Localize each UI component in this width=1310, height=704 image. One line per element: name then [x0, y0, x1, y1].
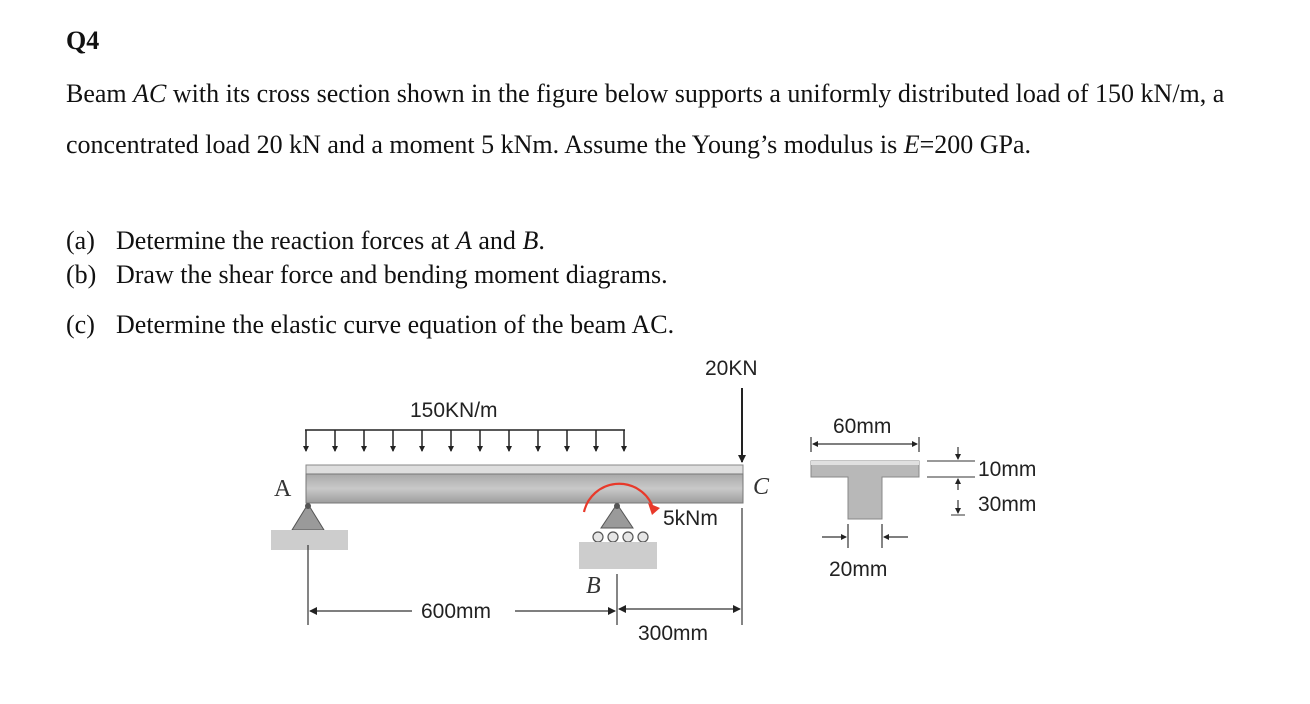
intro-text-1: Beam	[66, 79, 134, 108]
moment-arrowhead	[648, 503, 660, 515]
ground-b	[579, 542, 657, 569]
intro-symbol-e: E	[903, 130, 920, 159]
part-a-text-3: .	[538, 226, 545, 255]
roller-support-b	[579, 503, 657, 569]
intro-text-3: =200 GPa.	[919, 130, 1032, 159]
part-a-point-b: B	[522, 226, 539, 255]
t-section-shape	[811, 461, 919, 519]
moment-label: 5kNm	[663, 507, 718, 530]
part-a-text-1: Determine the reaction forces at	[116, 226, 456, 255]
intro-beam-name: AC	[133, 79, 167, 108]
part-c-label: (c)	[66, 310, 95, 339]
point-b-label: B	[586, 573, 601, 599]
point-a-label: A	[274, 476, 292, 502]
beam-top-flange	[306, 465, 743, 474]
point-c-label: C	[753, 474, 770, 500]
pin-support-a	[271, 503, 348, 550]
flange-thickness-label: 10mm	[978, 458, 1037, 481]
ground-a	[271, 530, 348, 550]
web-height-label: 30mm	[978, 493, 1037, 516]
udl-label: 150KN/m	[410, 399, 498, 422]
part-c-text: Determine the elastic curve equation of the beam AC.	[116, 310, 675, 339]
t-section-highlight	[811, 461, 919, 465]
part-b-text: Draw the shear force and bending moment diagrams.	[116, 260, 668, 289]
web-width-label: 20mm	[829, 558, 888, 581]
dim-ab-label: 600mm	[421, 600, 492, 623]
udl-arrows	[305, 430, 625, 451]
intro-text-2: with its cross section shown in the figure below supports a uniformly distributed load of 150 kN/m, a concentrated load 20 kN and a moment 5 kNm. Assume the Young’s modulus is	[66, 79, 1225, 159]
part-a-point-a: A	[456, 226, 472, 255]
roller-wheel	[593, 532, 603, 542]
flange-width-label: 60mm	[833, 415, 892, 438]
roller-wheel	[623, 532, 633, 542]
beam	[306, 474, 743, 503]
part-a-label: (a)	[66, 226, 95, 255]
question-number: Q4	[66, 26, 100, 55]
roller-wheel	[608, 532, 618, 542]
cross-section	[811, 415, 1036, 581]
part-a-text-2: and	[471, 226, 523, 255]
point-load-label: 20KN	[705, 357, 758, 380]
dim-bc-label: 300mm	[638, 622, 709, 645]
part-b-label: (b)	[66, 260, 97, 289]
roller-wheel	[638, 532, 648, 542]
